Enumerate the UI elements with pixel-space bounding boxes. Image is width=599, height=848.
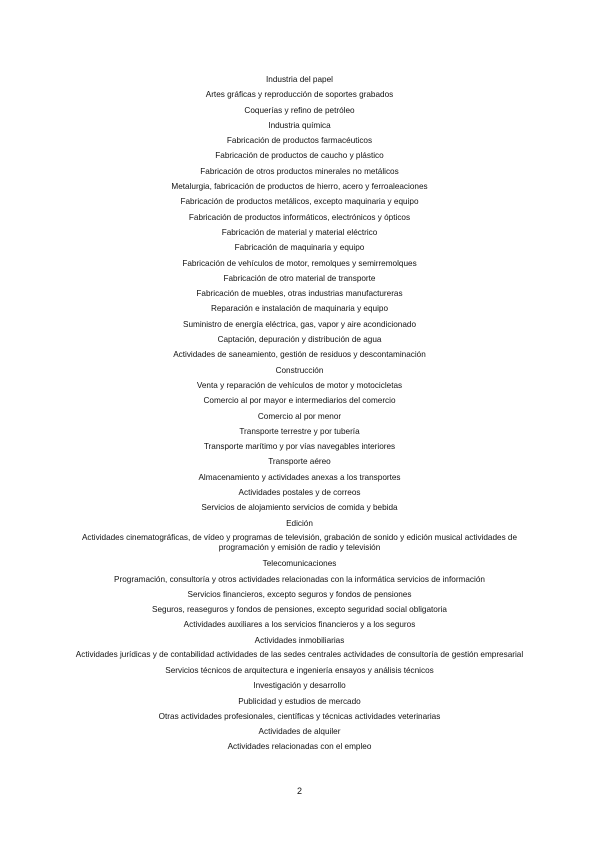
list-item: Fabricación de material y material eléctrico (221, 227, 378, 237)
list-item: Coquerías y refino de petróleo (244, 105, 355, 115)
list-item: Reparación e instalación de maquinaria y equipo (210, 304, 389, 314)
list-item: Fabricación de otro material de transporte (223, 273, 376, 283)
list-item: Edición (286, 518, 313, 528)
list-item: Actividades relacionadas con el empleo (227, 742, 372, 752)
list-item: Actividades jurídicas y de contabilidad actividades de las sedes centrales actividades de consultoría de gestión empresarial (75, 650, 524, 660)
list-item: Fabricación de vehículos de motor, remolques y semirremolques (182, 258, 417, 268)
list-item: Suministro de energía eléctrica, gas, vapor y aire acondicionado (182, 319, 417, 329)
list-item: Actividades cinematográficas, de vídeo y programas de televisión, grabación de sonido y edición musical actividades de programación y emisión de radio y televisión (81, 532, 518, 553)
list-item: Fabricación de productos metálicos, excepto maquinaria y equipo (180, 197, 419, 207)
list-item: Venta y reparación de vehículos de motor y motocicletas (196, 380, 403, 390)
list-item: Almacenamiento y actividades anexas a los transportes (198, 472, 401, 482)
page-number: 2 (296, 786, 302, 796)
list-item: Comercio al por mayor e intermediarios del comercio (203, 396, 396, 406)
list-item: Actividades postales y de correos (238, 488, 361, 498)
list-item: Otras actividades profesionales, científicas y técnicas actividades veterinarias (158, 711, 441, 721)
list-item: Actividades auxiliares a los servicios financieros y a los seguros (183, 620, 416, 630)
list-item: Artes gráficas y reproducción de soportes grabados (205, 90, 394, 100)
list-item: Fabricación de productos de caucho y plástico (215, 151, 384, 161)
list-item: Investigación y desarrollo (253, 681, 346, 691)
list-item: Seguros, reaseguros y fondos de pensiones, excepto seguridad social obligatoria (152, 605, 447, 615)
list-item: Publicidad y estudios de mercado (238, 696, 361, 706)
list-item: Transporte aéreo (268, 457, 331, 467)
list-item: Transporte marítimo y por vías navegables interiores (203, 442, 396, 452)
list-item: Fabricación de productos farmacéuticos (226, 136, 373, 146)
list-item: Programación, consultoría y otros actividades relacionadas con la informática servicios de información (114, 574, 485, 584)
list-item: Metalurgia, fabricación de productos de hierro, acero y ferroaleaciones (171, 182, 428, 192)
list-item: Servicios técnicos de arquitectura e ingeniería ensayos y análisis técnicos (165, 665, 434, 675)
list-item: Construcción (275, 365, 324, 375)
list-item: Servicios de alojamiento servicios de comida y bebida (201, 503, 398, 513)
list-item: Industria del papel (266, 75, 333, 84)
list-item: Fabricación de muebles, otras industrias manufactureras (196, 289, 403, 299)
list-item: Captación, depuración y distribución de agua (217, 335, 382, 345)
list-item: Fabricación de productos informáticos, electrónicos y ópticos (188, 212, 411, 222)
list-item: Telecomunicaciones (262, 559, 337, 569)
list-item: Actividades de saneamiento, gestión de residuos y descontaminación (173, 350, 426, 360)
list-item: Actividades inmobiliarias (254, 635, 345, 645)
list-item: Actividades de alquiler (258, 727, 341, 737)
list-item: Servicios financieros, excepto seguros y fondos de pensiones (187, 589, 412, 599)
sector-list (60, 72, 539, 755)
list-item: Industria química (268, 120, 331, 130)
list-item: Transporte terrestre y por tubería (239, 426, 360, 436)
list-item: Fabricación de maquinaria y equipo (234, 243, 365, 253)
list-item: Comercio al por menor (257, 411, 342, 421)
list-item: Fabricación de otros productos minerales no metálicos (200, 166, 399, 176)
